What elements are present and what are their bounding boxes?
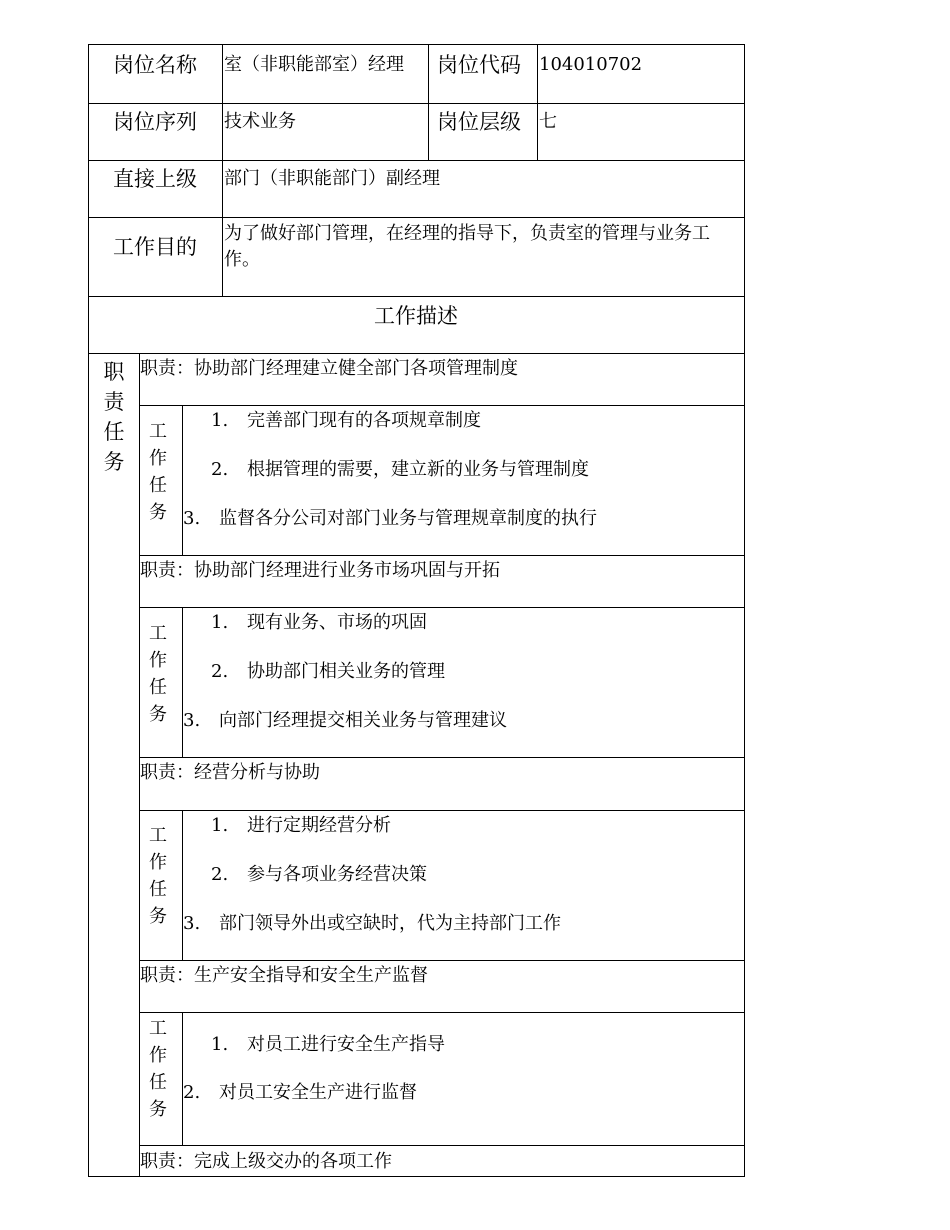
task-label: 工 作 任 务 <box>149 1018 167 1120</box>
task-label-divider <box>182 1012 183 1146</box>
col-divider <box>428 44 429 161</box>
task-label-divider <box>182 810 183 961</box>
task-item: 1. 完善部门现有的各项规章制度 <box>211 410 481 431</box>
task-item: 2. 对员工安全生产进行监督 <box>183 1082 417 1103</box>
position-name-value: 室（非职能部室）经理 <box>224 54 404 75</box>
row-divider <box>88 217 745 218</box>
row-divider <box>139 757 745 758</box>
supervisor-label: 直接上级 <box>113 167 197 191</box>
task-label-divider <box>182 607 183 758</box>
position-code-value: 104010702 <box>539 54 643 75</box>
responsibility-title: 职责：完成上级交办的各项工作 <box>140 1151 392 1172</box>
task-item: 2. 协助部门相关业务的管理 <box>211 661 445 682</box>
task-item: 3. 监督各分公司对部门业务与管理规章制度的执行 <box>183 508 597 529</box>
row-divider <box>88 103 745 104</box>
task-item: 3. 部门领导外出或空缺时，代为主持部门工作 <box>183 913 561 934</box>
position-code-label: 岗位代码 <box>437 53 521 77</box>
task-label: 工 作 任 务 <box>149 825 167 927</box>
position-level-label: 岗位层级 <box>437 110 521 134</box>
task-label: 工 作 任 务 <box>149 421 167 523</box>
row-divider <box>139 960 745 961</box>
row-divider <box>88 296 745 297</box>
row-divider <box>139 405 745 406</box>
table-top-border <box>88 44 745 45</box>
purpose-value-line2: 作。 <box>224 249 260 270</box>
responsibility-title: 职责：协助部门经理建立健全部门各项管理制度 <box>140 358 518 379</box>
supervisor-value: 部门（非职能部门）副经理 <box>224 168 440 189</box>
task-item: 2. 根据管理的需要，建立新的业务与管理制度 <box>211 459 589 480</box>
row-divider <box>139 555 745 556</box>
row-divider <box>139 607 745 608</box>
purpose-value-line1: 为了做好部门管理，在经理的指导下，负责室的管理与业务工 <box>224 223 710 244</box>
responsibility-title: 职责：生产安全指导和安全生产监督 <box>140 965 428 986</box>
col-divider <box>222 44 223 297</box>
position-name-label: 岗位名称 <box>113 53 197 77</box>
row-divider <box>139 810 745 811</box>
row-divider <box>139 1012 745 1013</box>
position-level-value: 七 <box>539 111 557 132</box>
responsibility-title: 职责：协助部门经理进行业务市场巩固与开拓 <box>140 560 500 581</box>
col-divider <box>537 44 538 161</box>
task-label: 工 作 任 务 <box>149 623 167 725</box>
task-item: 1. 进行定期经营分析 <box>211 815 391 836</box>
position-series-label: 岗位序列 <box>113 110 197 134</box>
task-item: 3. 向部门经理提交相关业务与管理建议 <box>183 710 507 731</box>
row-divider <box>88 353 745 354</box>
task-item: 1. 现有业务、市场的巩固 <box>211 612 427 633</box>
purpose-label: 工作目的 <box>113 235 197 259</box>
table-left-border <box>88 44 89 1177</box>
responsibility-title: 职责：经营分析与协助 <box>140 762 320 783</box>
table-bottom-border <box>88 1176 745 1177</box>
table-right-border <box>744 44 745 1177</box>
task-item: 1. 对员工进行安全生产指导 <box>211 1034 445 1055</box>
task-label-divider <box>182 405 183 556</box>
description-title: 工作描述 <box>374 304 458 328</box>
duty-column-label: 职 责 任 务 <box>103 360 125 474</box>
position-series-value: 技术业务 <box>224 111 296 132</box>
task-item: 2. 参与各项业务经营决策 <box>211 864 427 885</box>
row-divider <box>88 160 745 161</box>
row-divider <box>139 1145 745 1146</box>
